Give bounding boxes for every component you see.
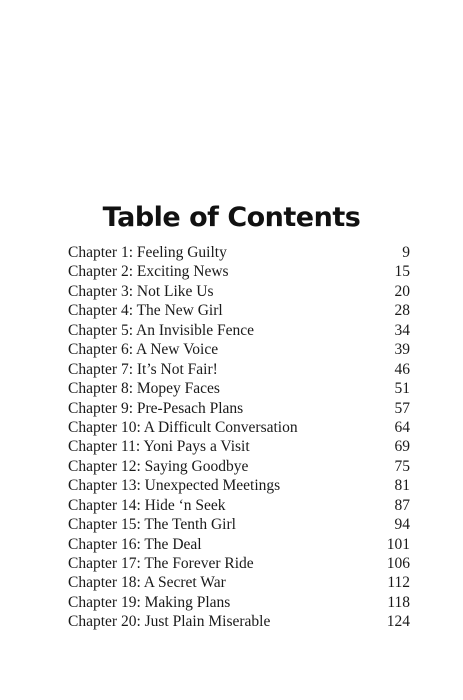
chapter-title: Chapter 4: The New Girl — [68, 302, 223, 320]
chapter-title: Chapter 20: Just Plain Miserable — [68, 613, 271, 631]
toc-entry — [68, 418, 410, 437]
toc-entry — [68, 515, 410, 534]
toc-entry — [68, 593, 410, 612]
page-number: 57 — [394, 399, 410, 417]
chapter-title: Chapter 13: Unexpected Meetings — [68, 477, 281, 495]
chapter-title: Chapter 2: Exciting News — [68, 263, 229, 281]
chapter-title: Chapter 1: Feeling Guilty — [68, 244, 227, 261]
page-number: 101 — [386, 535, 410, 553]
page-number: 124 — [386, 613, 410, 631]
toc-entry — [68, 573, 410, 592]
toc-entry — [68, 476, 410, 495]
page-number: 64 — [394, 418, 410, 436]
page-number: 9 — [402, 244, 410, 261]
page-number: 94 — [394, 516, 410, 534]
toc-entry — [68, 457, 410, 476]
chapter-title: Chapter 3: Not Like Us — [68, 282, 214, 300]
chapter-title: Chapter 7: It’s Not Fair! — [68, 360, 218, 378]
chapter-title: Chapter 9: Pre-Pesach Plans — [68, 399, 244, 417]
chapter-title: Chapter 17: The Forever Ride — [68, 555, 254, 572]
toc-entry — [68, 554, 410, 573]
chapter-title: Chapter 18: A Secret War — [68, 574, 226, 592]
toc-entry — [68, 612, 410, 631]
chapter-title: Chapter 11: Yoni Pays a Visit — [68, 438, 250, 456]
toc-entry — [68, 262, 410, 281]
page-number: 15 — [394, 263, 410, 281]
page-title: Table of Contents — [102, 202, 361, 233]
toc-entry — [68, 496, 410, 515]
page-number: 81 — [394, 477, 410, 495]
chapter-title: Chapter 14: Hide ‘n Seek — [68, 496, 226, 514]
chapter-title: Chapter 12: Saying Goodbye — [68, 457, 249, 475]
toc-entry — [68, 282, 410, 301]
toc-entry — [68, 340, 410, 359]
toc-entry — [68, 301, 410, 320]
toc-entry — [68, 535, 410, 554]
page-number: 34 — [394, 321, 410, 339]
page-number: 46 — [394, 360, 410, 378]
page-number: 75 — [394, 457, 410, 475]
chapter-title: Chapter 19: Making Plans — [68, 593, 231, 611]
chapter-title: Chapter 15: The Tenth Girl — [68, 516, 236, 534]
page-number: 20 — [394, 282, 410, 300]
page-number: 39 — [394, 341, 410, 359]
page-number: 51 — [394, 380, 410, 398]
toc-entry — [68, 243, 410, 262]
chapter-title: Chapter 16: The Deal — [68, 535, 202, 553]
chapter-title: Chapter 10: A Difficult Conversation — [68, 418, 298, 436]
page-number: 112 — [387, 574, 410, 592]
chapter-title: Chapter 8: Mopey Faces — [68, 380, 220, 398]
toc-entry — [68, 379, 410, 398]
page-number: 106 — [386, 555, 410, 572]
toc-entry — [68, 437, 410, 456]
toc-entry — [68, 321, 410, 340]
table-of-contents-list — [68, 243, 410, 632]
chapter-title: Chapter 6: A New Voice — [68, 341, 219, 359]
page-number: 87 — [394, 496, 410, 514]
toc-entry — [68, 360, 410, 379]
page-number: 118 — [387, 593, 410, 611]
chapter-title: Chapter 5: An Invisible Fence — [68, 321, 254, 339]
page-number: 28 — [394, 302, 410, 320]
page-number: 69 — [394, 438, 410, 456]
toc-entry — [68, 399, 410, 418]
